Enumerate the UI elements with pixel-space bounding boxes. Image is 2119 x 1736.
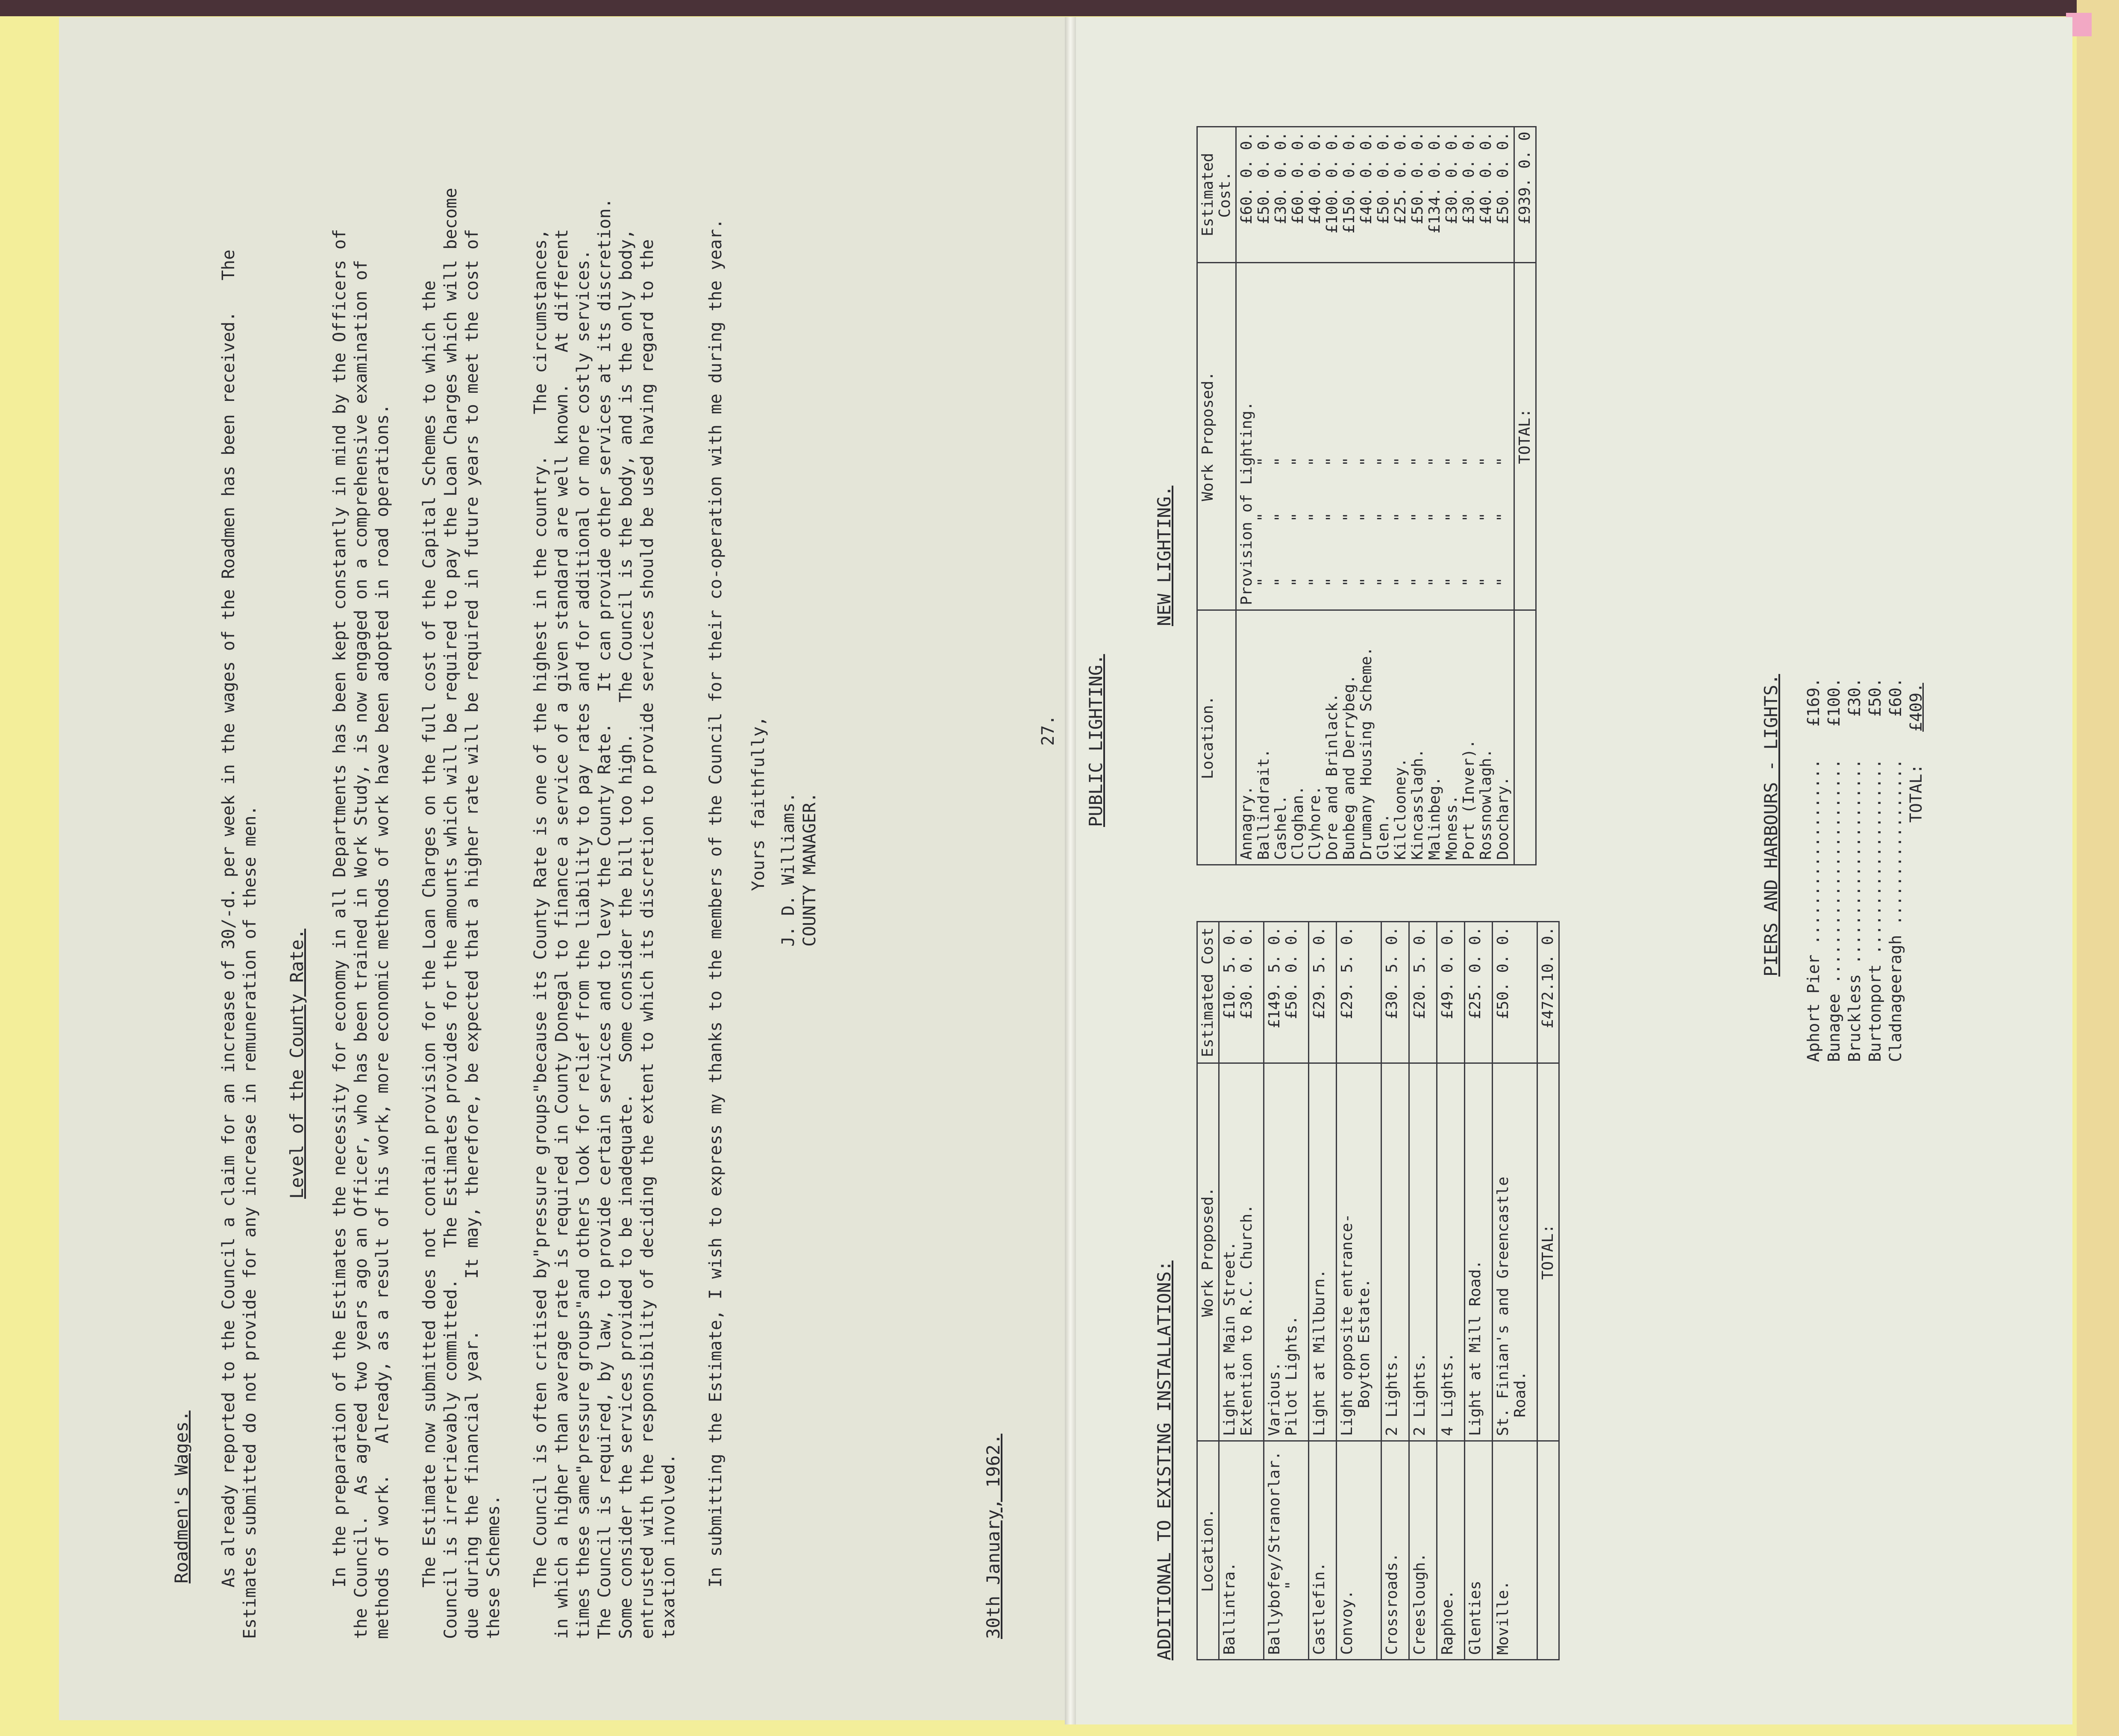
list-item (1824, 678, 1844, 1062)
cost-text: £40. 0. 0. (1306, 132, 1324, 224)
cost-text: £60. 0. 0. (1289, 132, 1307, 224)
location-text: Kilclooney. (1392, 758, 1409, 860)
table-row (1381, 922, 1409, 1660)
cost-text: £149. 5. 0. (1266, 927, 1283, 1029)
location-text: Glenties (1467, 1580, 1484, 1655)
cost-text: £30. 0. 0. (1272, 132, 1290, 224)
work-text: " " " (1375, 457, 1392, 606)
location-text: Cashel. (1272, 795, 1290, 860)
closing: Yours faithfully, (749, 716, 768, 891)
loan-charges-paragraph: The Estimate now submitted does not contain provision for the Loan Charges on the full cost of the Capital Schemes to which the Council is irretrievably committed. The Estimates provides for the amounts which will be required to pay the Loan Charges which will become due during the financial year. It may, therefore, be expected that a higher rate will be required in future years to meet the cost of these Schemes. (420, 188, 503, 1639)
work-text: " " " (1340, 457, 1358, 606)
total-value: £472.10. 0. (1537, 922, 1559, 1063)
location-text: " (1283, 1580, 1300, 1655)
location-text: Castlefin. (1311, 1562, 1328, 1655)
work-text: 4 Lights. (1439, 1352, 1456, 1436)
location-text: Ballindrait. (1255, 748, 1273, 860)
cost-text: £20. 5. 0. (1411, 927, 1428, 1019)
table-row (1264, 922, 1309, 1660)
table-row (1493, 922, 1537, 1660)
cost-text: £150. 0. 0. (1340, 132, 1358, 234)
letter-date: 30th January, 1962. (983, 1433, 1004, 1639)
pier-amount: £30. (1845, 677, 1864, 717)
cost-text: £10. 5. 0. (1221, 927, 1238, 1019)
table-row (1337, 922, 1381, 1660)
column-header: Work Proposed. (1197, 262, 1236, 610)
location-text: Kincasslagh. (1409, 748, 1426, 860)
right-page-content (1085, 15, 2072, 1703)
work-text: St. Finian's and Greencastle (1494, 1177, 1512, 1436)
location-text: Rossnowlagh. (1477, 748, 1495, 860)
cost-text: £50. 0. 0. (1409, 132, 1426, 224)
location-text: Bunbeg and Derrybeg. (1340, 674, 1358, 860)
cost-text: £50. 0. 0. (1494, 927, 1512, 1019)
location-text: Cloghan. (1289, 786, 1307, 860)
total-value: £409. (1907, 683, 1925, 732)
new-work-cell (1236, 262, 1514, 610)
cost-text: £100. 0. 0. (1323, 132, 1341, 234)
pier-amount: £50. (1866, 677, 1884, 717)
cost-text: £29. 5. 0. (1338, 927, 1356, 1019)
left-page-content (64, 15, 1060, 1703)
total-label: TOTAL: (1537, 1063, 1559, 1441)
signatory: J. D. Williams. (779, 792, 798, 947)
location-text: Doochary. (1494, 776, 1512, 860)
location-text: Drumany Housing Scheme. (1358, 647, 1375, 860)
background-top (0, 0, 2119, 16)
pier-amount: £60. (1886, 677, 1905, 717)
location-text: Ballybofey/Stranorlar. (1266, 1451, 1283, 1655)
location-text: Annagry. (1238, 786, 1255, 860)
new-locations-cell (1236, 610, 1514, 865)
cost-text: £30. 0. 0. (1443, 132, 1461, 224)
location-text: Dore and Brinlack. (1323, 693, 1341, 860)
location-text: Clyhore. (1306, 786, 1324, 860)
pier-name: Aphort Pier ................... (1804, 759, 1823, 1062)
total-label: TOTAL: (1514, 262, 1536, 610)
column-header: Location. (1197, 610, 1236, 865)
location-text: Convoy. (1338, 1590, 1356, 1655)
cost-text: £50. 0. 0. (1283, 927, 1300, 1019)
total-value: £939. 0. 0 (1514, 127, 1536, 263)
pier-amount: £169. (1804, 677, 1823, 727)
location-text: Ballintra. (1221, 1562, 1238, 1655)
pier-name: Cladnageeragh ................. (1886, 759, 1905, 1062)
cost-text: £25. 0. 0. (1467, 927, 1484, 1019)
public-lighting-heading: PUBLIC LIGHTING. (1085, 654, 1106, 827)
work-text: " " " (1358, 457, 1375, 606)
table-row (1465, 922, 1493, 1660)
cost-text: £60. 0. 0. (1238, 132, 1255, 224)
page-gutter (1065, 17, 1076, 1724)
piers-total-row (1906, 678, 1926, 1062)
table-row (1409, 922, 1437, 1660)
work-text: Light opposite entrance- (1338, 1213, 1356, 1436)
cost-text: £50. 0. 0. (1494, 132, 1512, 224)
cost-text: £40. 0. 0. (1358, 132, 1375, 224)
page-number: 27. (1038, 715, 1058, 746)
table-row (1437, 922, 1465, 1660)
cost-text: £50. 0. 0. (1255, 132, 1273, 224)
work-text: Pilot Lights. (1283, 1315, 1300, 1436)
work-text: " " " (1272, 457, 1290, 606)
location-text: Raphoe. (1439, 1590, 1456, 1655)
work-text: Road. (1511, 1371, 1529, 1436)
piers-list (1803, 678, 1926, 1062)
new-lighting-table (1196, 126, 1537, 865)
table-row (1219, 922, 1264, 1660)
work-text: Light at Mill Road. (1467, 1260, 1484, 1436)
work-text: 2 Lights. (1411, 1352, 1428, 1436)
signatory-title: COUNTY MANAGER. (800, 792, 820, 947)
total-label: TOTAL: (1907, 764, 1925, 823)
additional-installations-table (1196, 921, 1560, 1660)
location-text: Port (Inver). (1460, 739, 1478, 860)
work-text: 2 Lights. (1383, 1352, 1401, 1436)
work-text: " " " (1477, 457, 1495, 606)
work-text: " " " (1409, 457, 1426, 606)
location-text: Creeslough. (1411, 1553, 1428, 1655)
work-text: Light at Main Street. (1221, 1241, 1238, 1436)
pier-amount: £100. (1825, 677, 1843, 727)
work-text: Provision of Lighting. (1238, 401, 1255, 606)
background-right (2077, 0, 2119, 1736)
pier-name: Bruckless ..................... (1845, 759, 1864, 1062)
column-header: Location. (1197, 1441, 1219, 1659)
location-text: Crossroads. (1383, 1553, 1401, 1655)
work-text: " " " (1426, 457, 1443, 606)
list-item (1844, 678, 1865, 1062)
cost-text: £134. 0. 0. (1426, 132, 1443, 234)
work-text: Various. (1266, 1362, 1283, 1436)
pier-name: Burtonport .................... (1866, 759, 1884, 1062)
closing-block (748, 716, 820, 947)
pier-name: Bunagee ....................... (1825, 759, 1843, 1062)
cost-text: £25. 0. 0. (1392, 132, 1409, 224)
work-text: " " " (1289, 457, 1307, 606)
column-header: Estimated Cost. (1197, 127, 1236, 263)
rate-heading: Level of the County Rate. (286, 928, 307, 1199)
cost-text: £30. 5. 0. (1383, 927, 1401, 1019)
economy-paragraph: In the preparation of the Estimates the necessity for economy in all Departments has been kept constantly in mind by the Officers of the Council. As agreed two years ago an Officer, who has been trained in Work Study, is now engaged on a comprehensive examination of methods of work. Already, as a result of his work, more economic methods of work have been adopted in road operations. (330, 229, 392, 1639)
location-text: Glen. (1375, 813, 1392, 860)
cost-text: £50. 0. 0. (1375, 132, 1392, 224)
roadmen-paragraph: As already reported to the Council a claim for an increase of 30/-d. per week in the wages of the Roadmen has been received. The Estimates submitted do not provide for any increase in remuneration of these men. (219, 249, 260, 1639)
additional-heading: ADDITIONAL TO EXISTING INSTALLATIONS: (1154, 1260, 1175, 1660)
location-text: Moville. (1494, 1580, 1512, 1655)
work-text: " " " (1443, 457, 1461, 606)
cost-text: £30. 0. 0. (1460, 132, 1478, 224)
cost-text: £40. 0. 0. (1477, 132, 1495, 224)
cost-text: £29. 5. 0. (1311, 927, 1328, 1019)
new-lighting-heading: NEW LIGHTING. (1154, 485, 1175, 626)
column-header: Work Proposed. (1197, 1063, 1219, 1441)
list-item (1885, 678, 1906, 1062)
list-item (1865, 678, 1885, 1062)
work-text: Light at Millburn. (1311, 1269, 1328, 1436)
work-text: " " " (1255, 457, 1273, 606)
work-text: " " " (1460, 457, 1478, 606)
location-text: Moness. (1443, 795, 1461, 860)
column-header: Estimated Cost (1197, 922, 1219, 1063)
piers-heading: PIERS AND HARBOURS - LIGHTS. (1760, 674, 1781, 977)
table-row (1309, 922, 1337, 1660)
county-rate-paragraph: The Council is often critised by"pressure groups"because its County Rate is one of the highest in the country. The circumstances, in which a higher than average rate is required in County Donegal to finance a service of a given standard are well known. At different times these same"pressure groups"and others look for relief from the liability to pay rates and for additional or more costly services. The Council is required, by law, to provide certain services and to levy the County Rate. It can provide other services at its discretion. Some consider the services provided to be inadequate. Some consider the bill too high. The Council is the body, and is the only body, entrusted with the responsibility of deciding the extent to which its discretion to provide services should be used having regard to the taxation involved. (531, 198, 679, 1639)
new-costs-cell (1236, 127, 1514, 263)
roadmen-heading: Roadmen's Wages. (171, 1410, 192, 1583)
work-text: " " " (1323, 457, 1341, 606)
cost-text: £30. 0. 0. (1238, 927, 1255, 1019)
work-text: " " " (1494, 457, 1512, 606)
cost-text: £49. 0. 0. (1439, 927, 1456, 1019)
work-text: " " " (1306, 457, 1324, 606)
work-text: " " " (1392, 457, 1409, 606)
location-text: Malinbeg. (1426, 776, 1443, 860)
work-text: Boyton Estate. (1355, 1278, 1373, 1436)
list-item (1803, 678, 1824, 1062)
thanks-paragraph: In submitting the Estimate, I wish to express my thanks to the members of the Council for their co-operation with me during the year. (706, 218, 726, 1639)
work-text: Extention to R.C. Church. (1238, 1204, 1255, 1436)
